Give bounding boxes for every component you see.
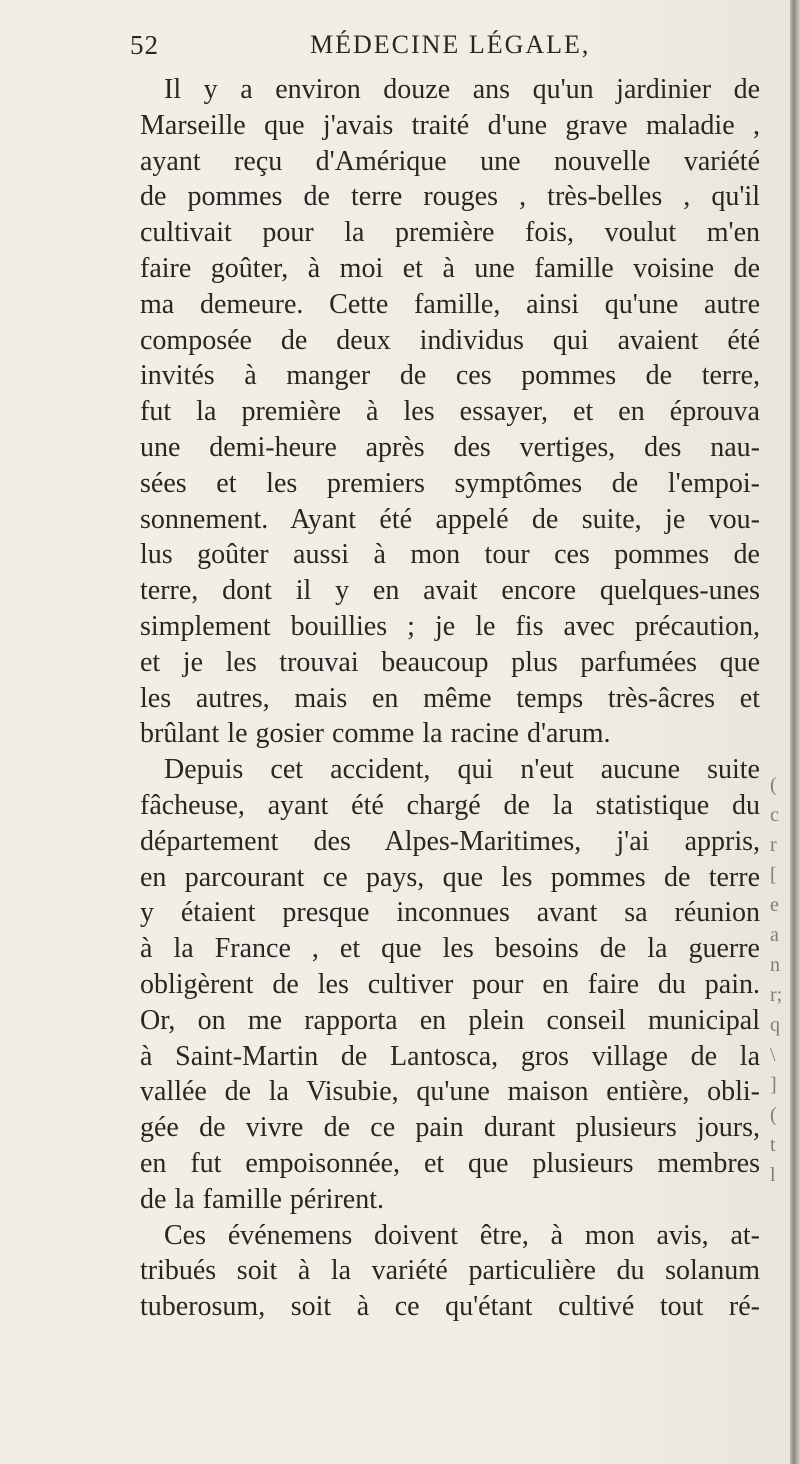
- text-line: les autres, mais en même temps très-âcres et: [140, 682, 760, 714]
- text-line: terre, dont il y en avait encore quelques-unes: [140, 575, 760, 607]
- bleed-glyph: (: [770, 774, 777, 796]
- text-line: vallée de la Visubie, qu'une maison entière, obli-: [140, 1076, 760, 1108]
- body-text: [140, 72, 760, 1325]
- bleed-glyph: r: [770, 834, 777, 856]
- text-line: fâcheuse, ayant été chargé de la statistique du: [140, 789, 760, 821]
- text-line: tuberosum, soit à ce qu'étant cultivé tout ré-: [140, 1291, 760, 1323]
- bleed-through-text: [770, 770, 790, 1190]
- text-line: faire goûter, à moi et à une famille voisine de: [140, 252, 760, 284]
- bleed-glyph: c: [770, 804, 779, 826]
- text-line: Depuis cet accident, qui n'eut aucune suite: [164, 754, 760, 786]
- bleed-glyph: e: [770, 894, 779, 916]
- text-line: département des Alpes-Maritimes, j'ai appris,: [140, 825, 760, 857]
- text-line: sées et les premiers symptômes de l'empoi-: [140, 467, 760, 499]
- text-line: brûlant le gosier comme la racine d'arum.: [140, 718, 611, 750]
- text-line: invités à manger de ces pommes de terre,: [140, 360, 760, 392]
- text-line: Or, on me rapporta en plein conseil municipal: [140, 1004, 760, 1036]
- text-line: sonnement. Ayant été appelé de suite, je vou-: [140, 503, 760, 535]
- text-line: Marseille que j'avais traité d'une grave maladie ,: [140, 109, 760, 141]
- text-line: tribués soit à la variété particulière du solanum: [140, 1255, 760, 1287]
- text-line: cultivait pour la première fois, voulut m'en: [140, 217, 760, 249]
- text-line: obligèrent de les cultiver pour en faire du pain.: [140, 968, 760, 1000]
- bleed-glyph: q: [770, 1014, 780, 1036]
- text-line: à Saint-Martin de Lantosca, gros village de la: [140, 1040, 760, 1072]
- bleed-glyph: \: [770, 1044, 776, 1066]
- bleed-glyph: ]: [770, 1074, 777, 1096]
- text-line: une demi-heure après des vertiges, des nau-: [140, 431, 760, 463]
- page-edge: [790, 0, 800, 1464]
- text-line: ma demeure. Cette famille, ainsi qu'une autre: [140, 288, 760, 320]
- running-title: MÉDECINE LÉGALE,: [310, 30, 591, 59]
- bleed-glyph: (: [770, 1104, 777, 1126]
- text-line: à la France , et que les besoins de la guerre: [140, 933, 760, 965]
- text-line: et je les trouvai beaucoup plus parfumées que: [140, 646, 760, 678]
- bleed-glyph: n: [770, 954, 780, 976]
- bleed-glyph: t: [770, 1134, 776, 1156]
- bleed-glyph: r;: [770, 984, 783, 1006]
- text-line: fut la première à les essayer, et en éprouva: [140, 396, 760, 428]
- page-number: 52: [130, 30, 159, 60]
- text-line: lus goûter aussi à mon tour ces pommes de: [140, 539, 760, 571]
- page-header: [130, 30, 630, 66]
- text-line: Il y a environ douze ans qu'un jardinier de: [164, 74, 760, 105]
- text-line: de la famille périrent.: [140, 1183, 384, 1215]
- text-line: composée de deux individus qui avaient été: [140, 324, 760, 356]
- text-line: de pommes de terre rouges , très-belles , qu'il: [140, 181, 760, 213]
- text-line: en fut empoisonnée, et que plusieurs membres: [140, 1147, 760, 1179]
- text-line: ayant reçu d'Amérique une nouvelle variété: [140, 145, 760, 177]
- text-line: Ces événemens doivent être, à mon avis, at-: [164, 1219, 760, 1251]
- bleed-glyph: l: [770, 1164, 776, 1186]
- text-line: en parcourant ce pays, que les pommes de terre: [140, 861, 760, 893]
- bleed-glyph: [: [770, 864, 777, 886]
- bleed-glyph: a: [770, 924, 779, 946]
- text-line: simplement bouillies ; je le fis avec précaution,: [140, 610, 760, 642]
- text-line: gée de vivre de ce pain durant plusieurs jours,: [140, 1112, 760, 1144]
- text-line: y étaient presque inconnues avant sa réunion: [140, 897, 760, 929]
